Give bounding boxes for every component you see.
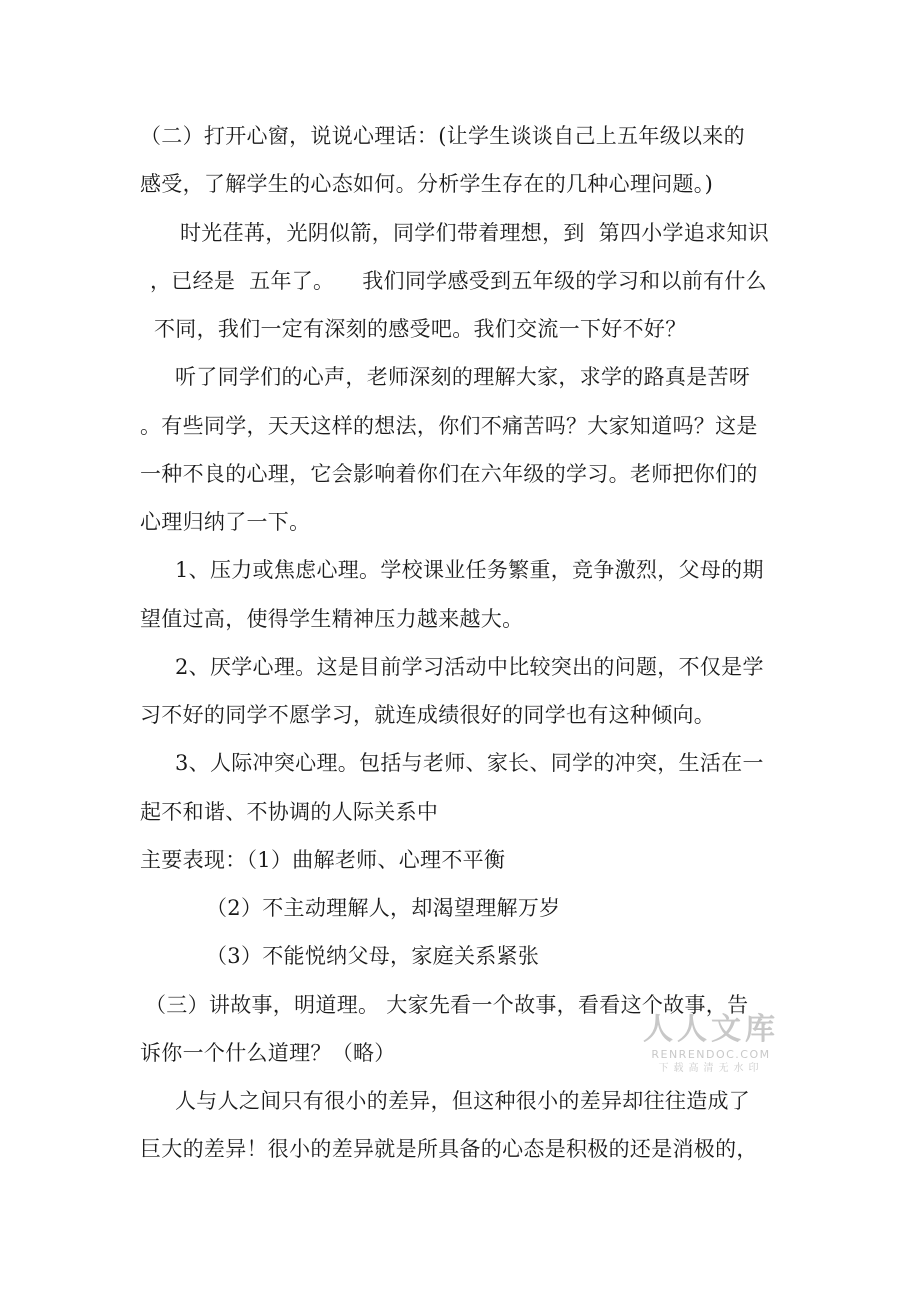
text-line: （二）打开心窗，说说心理话：(让学生谈谈自己上五年级以来的 [140,124,745,148]
watermark-brand-en: RENRENDOC.COM [651,1048,771,1061]
text-line: （3）不能悦纳父母，家庭关系紧张 [206,944,540,968]
text-line: 3、人际冲突心理。包括与老师、家长、同学的冲突，生活在一 [175,751,764,775]
text-line: 习不好的同学不愿学习，就连成绩很好的同学也有这种倾向。 [140,703,716,727]
text-line: 听了同学们的心声，老师深刻的理解大家，求学的路真是苦呀 [175,365,751,389]
text-line: 1、压力或焦虑心理。学校课业任务繁重，竞争激烈，父母的期 [175,558,764,582]
watermark-tagline: 下载高清无水印 [658,1063,764,1074]
text-line: 。有些同学，天天这样的想法，你们不痛苦吗？大家知道吗？这是 [140,414,758,438]
text-line: 望值过高，使得学生精神压力越来越大。 [140,607,524,631]
text-line: 起不和谐、不协调的人际关系中 [140,800,439,824]
text-line: 时光荏苒，光阴似箭，同学们带着理想，到 第四小学追求知识 [180,221,770,245]
text-line: 诉你一个什么道理？（略） [140,1041,396,1065]
text-line: （三）讲故事，明道理。 大家先看一个故事，看看这个故事，告 [145,993,749,1017]
text-line: 巨大的差异！很小的差异就是所具备的心态是积极的还是消极的， [140,1137,758,1161]
text-line: 主要表现：（1）曲解老师、心理不平衡 [140,848,506,872]
text-line: 心理归纳了一下。 [140,510,311,534]
text-line: 一种不良的心理，它会影响着你们在六年级的学习。老师把你们的 [140,462,758,486]
watermark-brand-cn: 人人文库 [643,1012,779,1047]
text-line: 不同，我们一定有深刻的感受吧。我们交流一下好不好？ [154,317,687,341]
text-line: 2、厌学心理。这是目前学习活动中比较突出的问题，不仅是学 [175,655,764,679]
text-line: （2）不主动理解人，却渴望理解万岁 [206,896,561,920]
watermark-logo [636,1012,786,1075]
text-line: ，已经是 五年了。 我们同学感受到五年级的学习和以前有什么 [150,269,767,293]
text-line: 感受，了解学生的心态如何。分析学生存在的几种心理问题。) [140,172,714,196]
text-line: 人与人之间只有很小的差异，但这种很小的差异却往往造成了 [175,1089,751,1113]
